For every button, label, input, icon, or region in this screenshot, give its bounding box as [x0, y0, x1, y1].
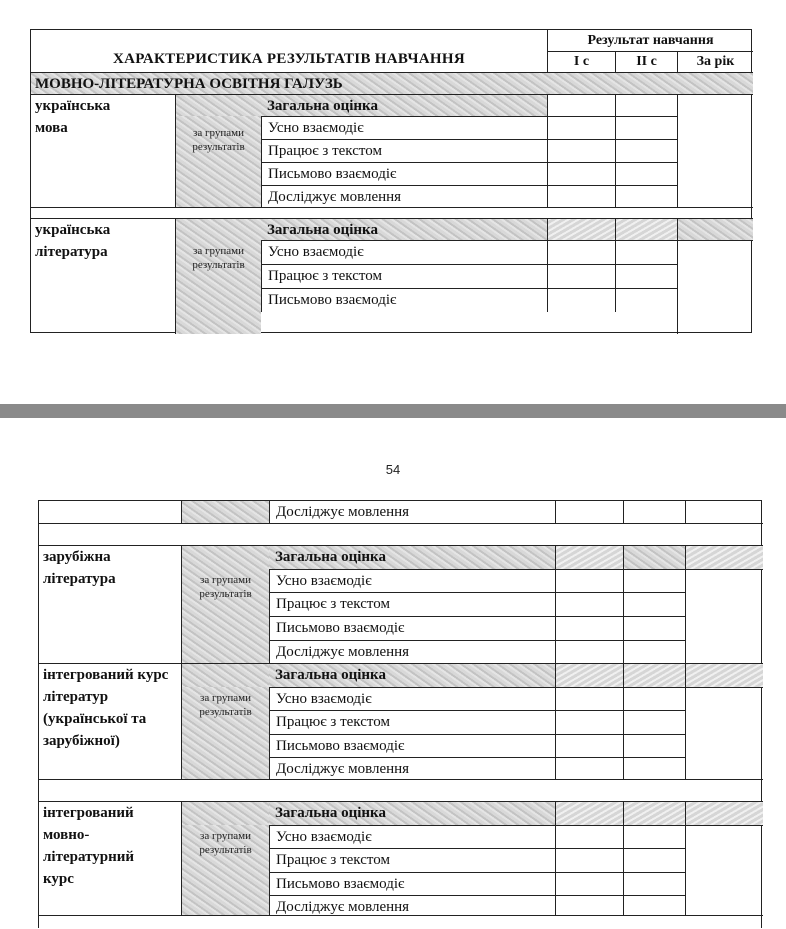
results-group-label: [181, 501, 269, 523]
column-semester-2: ІІ с: [615, 52, 677, 72]
year-grade-empty: [677, 116, 753, 207]
item-text-work: Працює з текстом: [261, 264, 547, 288]
grade-cell[interactable]: [547, 288, 615, 312]
grade-cell[interactable]: [555, 592, 623, 616]
year-grade-empty: [685, 569, 763, 663]
grade-cell[interactable]: [623, 592, 685, 616]
overall-label-cell: [181, 801, 269, 825]
grade-cell[interactable]: [555, 501, 623, 523]
grade-cell[interactable]: [547, 240, 615, 264]
grade-cell[interactable]: [677, 94, 753, 116]
item-speech-research: Досліджує мовлення: [269, 757, 555, 779]
grade-cell[interactable]: [547, 218, 615, 240]
subject-ukrainian-literature: українська література: [31, 218, 175, 334]
grade-cell[interactable]: [615, 185, 677, 207]
grade-cell[interactable]: [615, 116, 677, 139]
overall-grade-row: Загальна оцінка: [261, 94, 547, 116]
grade-cell[interactable]: [555, 687, 623, 710]
year-grade-empty: [685, 687, 763, 779]
spacer-row: [39, 523, 763, 545]
page-number: 54: [385, 462, 401, 477]
results-group-label: за групами результатів: [181, 825, 269, 915]
overall-label-cell: [175, 218, 261, 240]
overall-label-cell: [175, 94, 261, 116]
grade-cell[interactable]: [615, 94, 677, 116]
grade-cell[interactable]: [547, 264, 615, 288]
grade-cell[interactable]: [615, 264, 677, 288]
year-grade-empty: [685, 501, 763, 523]
overall-grade-row: Загальна оцінка: [269, 663, 555, 687]
grade-cell[interactable]: [555, 663, 623, 687]
grade-cell[interactable]: [623, 710, 685, 734]
grade-cell[interactable]: [615, 218, 677, 240]
item-oral-interaction: Усно взаємодіє: [261, 116, 547, 139]
item-written-interaction: Письмово взаємодіє: [269, 734, 555, 757]
item-oral-interaction: Усно взаємодіє: [269, 825, 555, 848]
grade-cell[interactable]: [623, 757, 685, 779]
spacer-row: [31, 207, 753, 218]
item-oral-interaction: Усно взаємодіє: [269, 687, 555, 710]
item-written-interaction: Письмово взаємодіє: [269, 616, 555, 640]
results-group-label: за групами результатів: [181, 569, 269, 663]
item-oral-interaction: Усно взаємодіє: [269, 569, 555, 592]
grade-cell[interactable]: [685, 545, 763, 569]
table-title: ХАРАКТЕРИСТИКА РЕЗУЛЬТАТІВ НАВЧАННЯ: [113, 51, 465, 67]
grade-cell[interactable]: [555, 757, 623, 779]
grade-cell[interactable]: [547, 94, 615, 116]
grade-cell[interactable]: [555, 616, 623, 640]
grade-cell[interactable]: [623, 663, 685, 687]
item-written-interaction: Письмово взаємодіє: [261, 288, 547, 312]
item-written-interaction: Письмово взаємодіє: [269, 872, 555, 895]
item-text-work: Працює з текстом: [269, 848, 555, 872]
grade-cell[interactable]: [555, 801, 623, 825]
subject-integrated-language-literature: інтегрований мовно-літературний курс: [39, 801, 181, 915]
grade-cell[interactable]: [623, 848, 685, 872]
grade-cell[interactable]: [615, 240, 677, 264]
item-speech-research: Досліджує мовлення: [269, 501, 555, 523]
grade-cell[interactable]: [555, 848, 623, 872]
overall-label-cell: [181, 663, 269, 687]
grade-cell[interactable]: [547, 116, 615, 139]
spacer-row: [39, 915, 269, 929]
grade-cell[interactable]: [555, 825, 623, 848]
subject-integrated-literature: інтегрований курс літератур (української та зарубіжної): [39, 663, 181, 779]
section-title: МОВНО-ЛІТЕРАТУРНА ОСВІТНЯ ГАЛУЗЬ: [31, 72, 753, 94]
item-written-interaction: Письмово взаємодіє: [261, 162, 547, 185]
grade-cell[interactable]: [547, 162, 615, 185]
grade-cell[interactable]: [615, 162, 677, 185]
item-speech-research: Досліджує мовлення: [269, 640, 555, 663]
grade-cell[interactable]: [555, 710, 623, 734]
grade-cell[interactable]: [623, 545, 685, 569]
grade-cell[interactable]: [623, 569, 685, 592]
grade-cell[interactable]: [623, 640, 685, 663]
grade-cell[interactable]: [623, 801, 685, 825]
grade-cell[interactable]: [555, 640, 623, 663]
grade-cell[interactable]: [615, 139, 677, 162]
item-text-work: Працює з текстом: [269, 592, 555, 616]
grade-cell[interactable]: [555, 545, 623, 569]
results-group-label: за групами результатів: [181, 687, 269, 779]
item-speech-research: Досліджує мовлення: [269, 895, 555, 916]
grade-cell[interactable]: [555, 895, 623, 916]
grade-cell[interactable]: [615, 288, 677, 312]
grade-cell[interactable]: [623, 895, 685, 916]
results-group-label: за групами результатів: [175, 116, 261, 207]
column-semester-1: І с: [547, 52, 615, 72]
grade-cell[interactable]: [623, 501, 685, 523]
grade-cell[interactable]: [685, 663, 763, 687]
item-text-work: Працює з текстом: [269, 710, 555, 734]
year-grade-empty: [685, 825, 763, 916]
column-year: За рік: [677, 52, 753, 72]
grade-cell[interactable]: [547, 139, 615, 162]
grade-cell[interactable]: [555, 569, 623, 592]
overall-grade-row: Загальна оцінка: [269, 545, 555, 569]
item-speech-research: Досліджує мовлення: [261, 185, 547, 207]
assessment-table-page-2: [38, 500, 762, 928]
grade-cell[interactable]: [623, 872, 685, 895]
results-header: Результат навчання: [547, 30, 753, 52]
page-divider: [0, 404, 786, 418]
item-oral-interaction: Усно взаємодіє: [261, 240, 547, 264]
grade-cell[interactable]: [623, 616, 685, 640]
year-grade-empty: [677, 240, 753, 334]
grade-cell[interactable]: [547, 185, 615, 207]
spacer-row: [39, 779, 763, 801]
assessment-table-page-1: [30, 29, 752, 333]
grade-cell[interactable]: [623, 734, 685, 757]
grade-cell[interactable]: [623, 825, 685, 848]
overall-grade-row: Загальна оцінка: [261, 218, 547, 240]
overall-label-cell: [181, 545, 269, 569]
grade-cell[interactable]: [555, 872, 623, 895]
grade-cell[interactable]: [685, 801, 763, 825]
grade-cell[interactable]: [677, 218, 753, 240]
subject-foreign-literature: зарубіжна література: [39, 545, 181, 663]
item-text-work: Працює з текстом: [261, 139, 547, 162]
grade-cell[interactable]: [555, 734, 623, 757]
subject-continued-empty: [39, 501, 181, 523]
grade-cell[interactable]: [623, 687, 685, 710]
overall-grade-row: Загальна оцінка: [269, 801, 555, 825]
results-group-label: за групами результатів: [175, 240, 261, 334]
subject-ukrainian-language: українська мова: [31, 94, 175, 207]
